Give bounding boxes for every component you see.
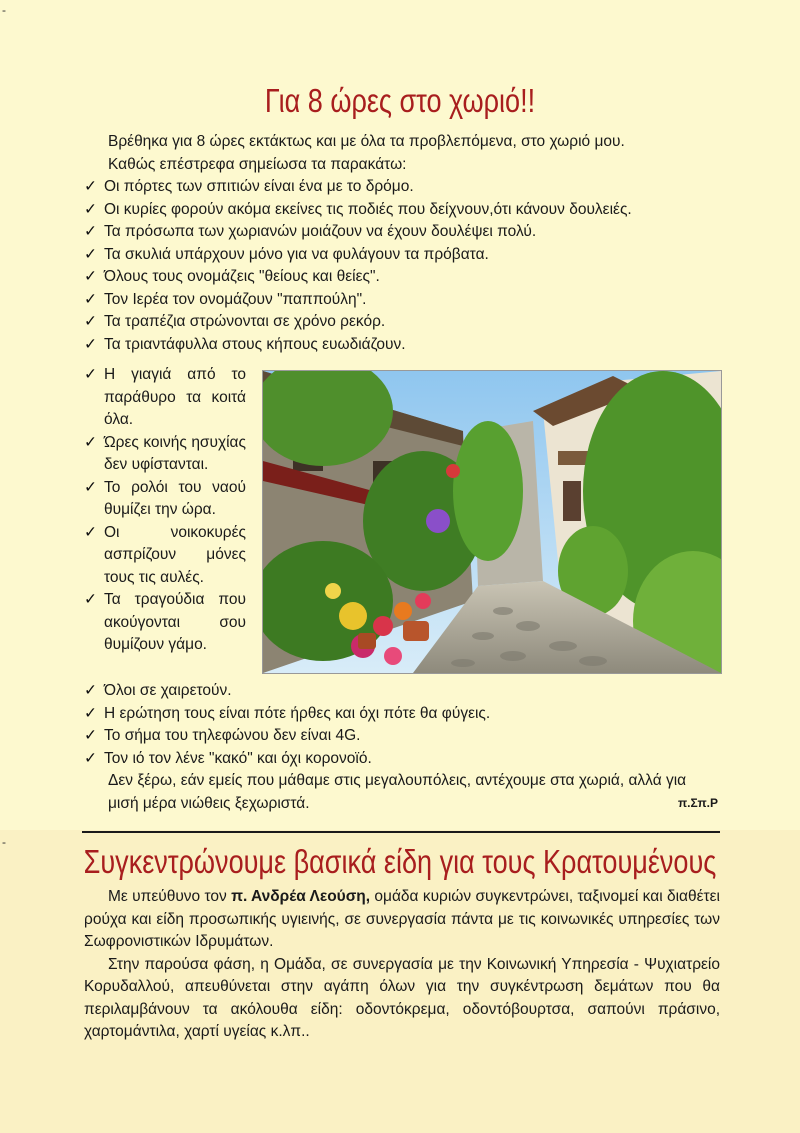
check-icon: ✓ (84, 478, 97, 496)
check-icon: ✓ (84, 433, 97, 451)
list-item: ✓ Τα τραγούδια που ακούγονται σου θυμίζουν γάμο. (84, 591, 246, 653)
check-icon: ✓ (84, 366, 97, 383)
list-item: ✓ Το ρολόι του ναού θυμίζει την ώρα. (84, 478, 246, 518)
check-icon: ✓ (84, 704, 97, 722)
edge-mark-top: - (2, 3, 6, 17)
section-title: Συγκεντρώνουμε βασικά είδη για τους Κρατουμένους (83, 843, 717, 880)
check-icon: ✓ (84, 200, 97, 218)
check-icon: ✓ (84, 313, 97, 330)
priest-name: π. Ανδρέα Λεούση, (231, 888, 371, 905)
list-item: ✓ Τα πρόσωπα των χωριανών μοιάζουν να έχουν δουλέψει πολύ. (84, 221, 724, 244)
closing-paragraph: Δεν ξέρω, εάν εμείς που μάθαμε στις μεγαλουπόλεις, αντέχουμε στα χωριά, αλλά για μισή μέρα νιώθεις ξεχωριστά. (108, 772, 687, 812)
article-title: Για 8 ώρες στο χωριό!! (264, 82, 536, 119)
check-icon: ✓ (84, 682, 97, 699)
check-icon: ✓ (84, 290, 97, 308)
check-icon: ✓ (84, 335, 97, 353)
list-item: ✓ Το σήμα του τηλεφώνου δεν είναι 4G. (84, 725, 724, 748)
intro-line-2: Καθώς επέστρεφα σημείωσα τα παρακάτω: (108, 155, 407, 173)
observations-list-continued (84, 680, 724, 770)
list-item: ✓ Οι πόρτες των σπιτιών είναι ένα με το δρόμο. (84, 176, 724, 199)
list-item: ✓ Τον ιό τον λένε "κακό" και όχι κορονοϊό. (84, 748, 724, 771)
section-divider (82, 831, 720, 833)
list-item: ✓ Η ερώτηση τους είναι πότε ήρθες και όχι πότε θα φύγεις. (84, 703, 724, 726)
list-item: ✓ Οι νοικοκυρές ασπρίζουν μόνες τους τις αυλές. (84, 523, 246, 586)
observations-list (84, 176, 724, 356)
check-icon: ✓ (84, 223, 97, 240)
village-street-photo (262, 370, 722, 674)
author-signature: π.Σπ.Ρ (677, 796, 718, 810)
check-icon: ✓ (84, 268, 97, 285)
check-icon: ✓ (84, 727, 97, 744)
list-item: ✓ Τον Ιερέα τον ονομάζουν "παππούλη". (84, 289, 724, 312)
edge-mark-middle: - (2, 835, 6, 849)
paragraph-1: Με υπεύθυνο τον π. Ανδρέα Λεούση, ομάδα κυριών συγκεντρώνει, ταξινομεί και διαθέτει ρούχα και είδη προσωπικής υγιεινής, σε συνεργασία πάντα με τις κοινωνικές υπηρεσίες των Σωφρονιστικών Ιδρυμάτων. (84, 888, 721, 950)
article-body (84, 886, 720, 1044)
check-icon: ✓ (84, 523, 97, 541)
list-item: ✓ Τα τραπέζια στρώνονται σε χρόνο ρεκόρ. (84, 311, 724, 334)
list-item: ✓ Όλους τους ονομάζεις "θείους και θείες". (84, 266, 724, 289)
check-icon: ✓ (84, 749, 97, 767)
list-item: ✓ Ώρες κοινής ησυχίας δεν υφίστανται. (84, 433, 246, 473)
check-icon: ✓ (84, 178, 97, 195)
list-item: ✓ Η γιαγιά από το παράθυρο τα κοιτά όλα. (84, 366, 246, 428)
observations-list-narrow (84, 364, 246, 657)
intro-line-1: Βρέθηκα για 8 ώρες εκτάκτως και με όλα τα προβλεπόμενα, στο χωριό μου. (108, 133, 625, 150)
list-item: ✓ Τα σκυλιά υπάρχουν μόνο για να φυλάγουν τα πρόβατα. (84, 244, 724, 267)
list-item: ✓ Οι κυρίες φορούν ακόμα εκείνες τις ποδιές που δείχνουν,ότι κάνουν δουλειές. (84, 199, 724, 222)
list-item: ✓ Όλοι σε χαιρετούν. (84, 680, 724, 703)
check-icon: ✓ (84, 591, 97, 608)
paragraph-2: Στην παρούσα φάση, η Ομάδα, σε συνεργασία με την Κοινωνική Υπηρεσία - Ψυχιατρείο Κορυδαλλού, απευθύνεται στην αγάπη όλων για την συγκέντρωση δεμάτων που θα περιλαμβάνουν τα ακόλουθα είδη: οδοντόκρεμα, οδοντόβουρτσα, σαπούνι πράσινο, χαρτομάντιλα, χαρτί υγείας κ.λπ.. (84, 955, 720, 1040)
check-icon: ✓ (84, 245, 97, 263)
list-item: ✓ Τα τριαντάφυλλα στους κήπους ευωδιάζουν. (84, 334, 724, 357)
intro-text (84, 131, 724, 176)
